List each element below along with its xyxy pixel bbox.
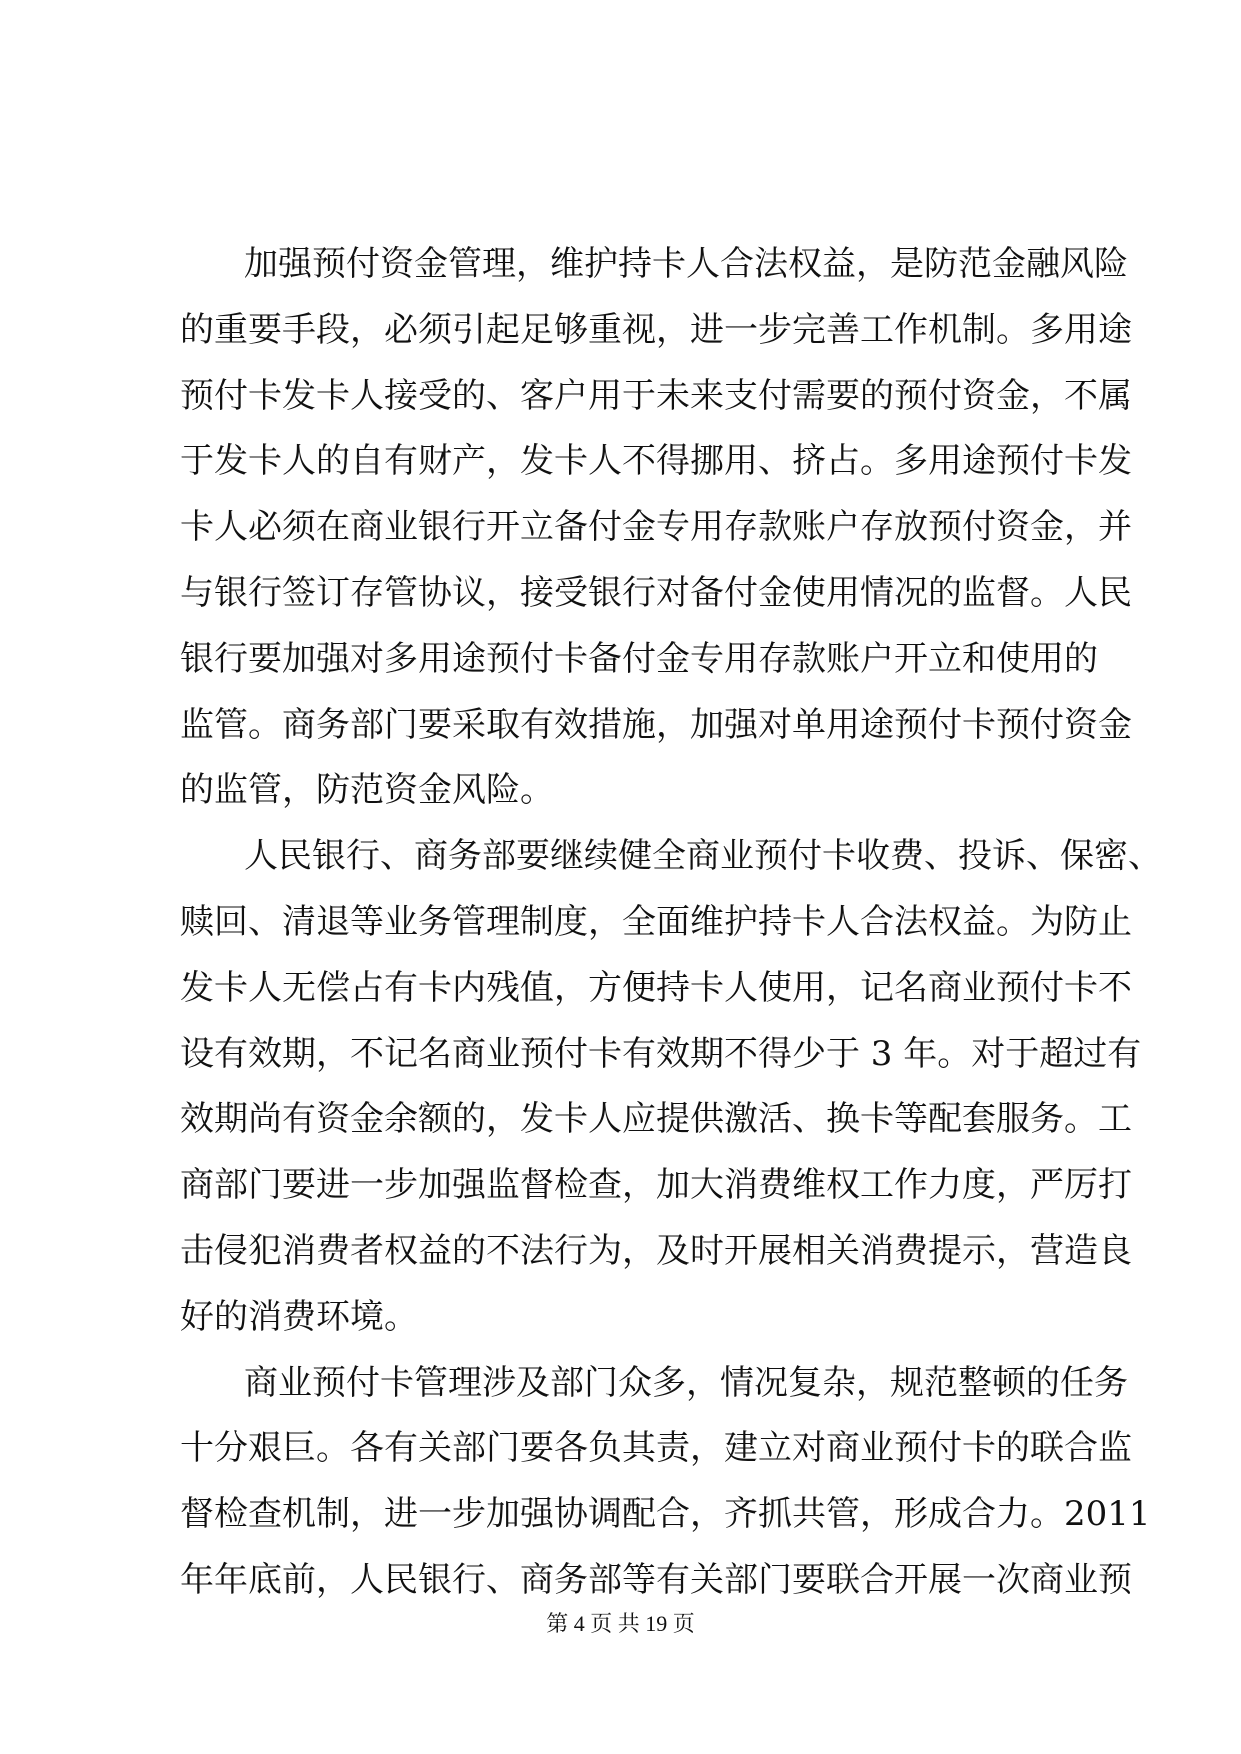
document-body	[180, 232, 1162, 1614]
text-line: 督检查机制，进一步加强协调配合，齐抓共管，形成合力。2011	[180, 1494, 1151, 1535]
text-line: 于发卡人的自有财产，发卡人不得挪用、挤占。多用途预付卡发	[180, 441, 1132, 482]
text-line: 击侵犯消费者权益的不法行为，及时开展相关消费提示，营造良	[180, 1230, 1132, 1271]
text-line: 的重要手段，必须引起足够重视，进一步完善工作机制。多用途	[180, 309, 1132, 350]
text-line: 赎回、清退等业务管理制度，全面维护持卡人合法权益。为防止	[180, 901, 1132, 942]
page-number-footer: 第 4 页 共 19 页	[546, 1611, 695, 1636]
text-line: 设有效期，不记名商业预付卡有效期不得少于 3 年。对于超过有	[180, 1033, 1142, 1074]
text-line: 效期尚有资金余额的，发卡人应提供激活、换卡等配套服务。工	[180, 1099, 1132, 1140]
text-line: 发卡人无偿占有卡内残值，方便持卡人使用，记名商业预付卡不	[180, 967, 1132, 1008]
text-line: 与银行签订存管协议，接受银行对备付金使用情况的监督。人民	[180, 572, 1132, 613]
text-line: 预付卡发卡人接受的、客户用于未来支付需要的预付资金，不属	[180, 375, 1132, 416]
text-line: 加强预付资金管理，维护持卡人合法权益，是防范金融风险	[244, 244, 1128, 284]
paragraph	[180, 232, 1132, 824]
text-line: 十分艰巨。各有关部门要各负其责，建立对商业预付卡的联合监	[180, 1428, 1132, 1469]
text-line: 好的消费环境。	[180, 1296, 418, 1337]
text-line: 年年底前，人民银行、商务部等有关部门要联合开展一次商业预	[180, 1559, 1132, 1600]
text-line: 银行要加强对多用途预付卡备付金专用存款账户开立和使用的	[180, 638, 1098, 679]
text-line: 商部门要进一步加强监督检查，加大消费维权工作力度，严厉打	[180, 1165, 1132, 1206]
text-line: 监管。商务部门要采取有效措施，加强对单用途预付卡预付资金	[180, 704, 1132, 745]
paragraph	[180, 1351, 1151, 1614]
text-line: 的监管，防范资金风险。	[180, 770, 554, 811]
text-line: 人民银行、商务部要继续健全商业预付卡收费、投诉、保密、	[244, 836, 1162, 877]
text-line: 卡人必须在商业银行开立备付金专用存款账户存放预付资金，并	[180, 507, 1132, 548]
text-line: 商业预付卡管理涉及部门众多，情况复杂，规范整顿的任务	[244, 1362, 1128, 1403]
paragraph	[180, 824, 1162, 1350]
